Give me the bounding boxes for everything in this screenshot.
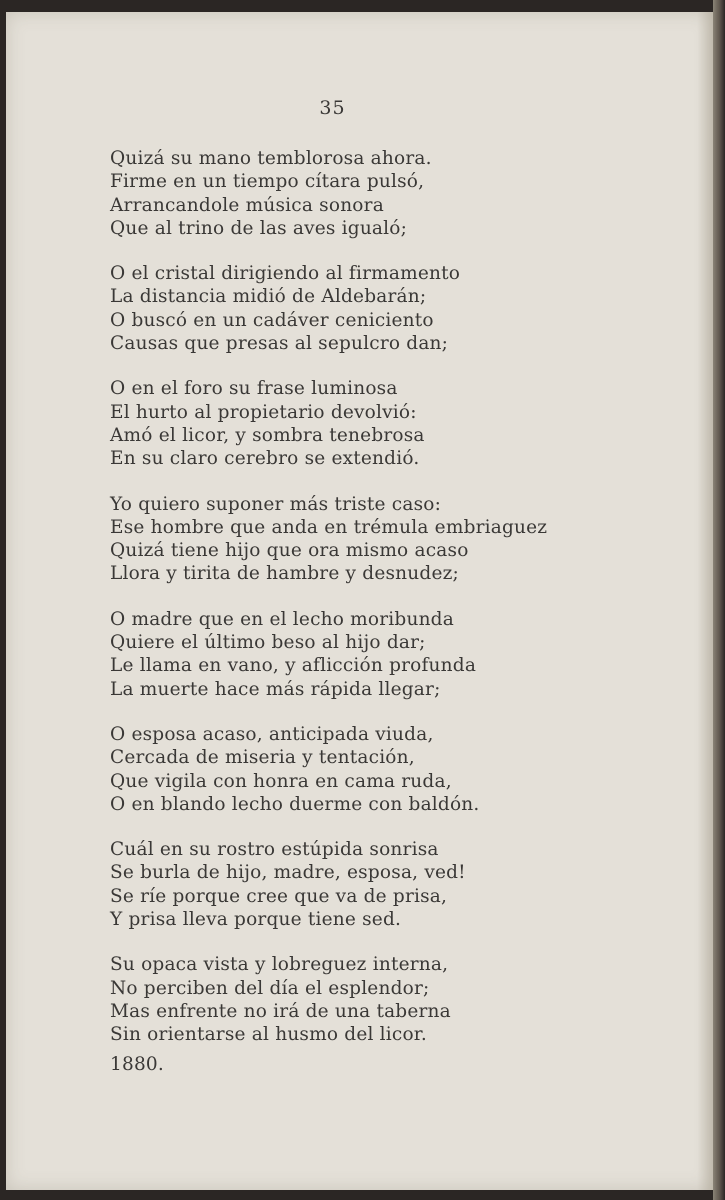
stanza: [110, 147, 547, 240]
poem-line: Amó el licor, y sombra tenebrosa: [110, 424, 425, 446]
book-binding-edge: [713, 0, 725, 1200]
poem-date: 1880.: [110, 1053, 164, 1075]
poem-line: Sin orientarse al husmo del licor.: [110, 1024, 427, 1046]
poem-line: O el cristal dirigiendo al firmamento: [110, 263, 461, 285]
poem-line: O buscó en un cadáver ceniciento: [110, 309, 434, 331]
poem-line: O en el foro su frase luminosa: [110, 378, 398, 400]
poem-line: La muerte hace más rápida llegar;: [110, 678, 441, 700]
page-number: 35: [319, 97, 346, 119]
stanza: [110, 262, 547, 355]
poem-line: El hurto al propietario devolvió:: [110, 401, 417, 423]
poem-line: Quiere el último beso al hijo dar;: [110, 632, 426, 654]
stanza: [110, 953, 547, 1046]
stanza: [110, 838, 547, 931]
poem-line: Llora y tirita de hambre y desnudez;: [110, 563, 459, 585]
poem-line: Cercada de miseria y tentación,: [110, 747, 415, 769]
poem-line: Ese hombre que anda en trémula embriaguez: [110, 516, 548, 538]
poem-line: Le llama en vano, y aflicción profunda: [110, 655, 477, 677]
poem-line: No perciben del día el esplendor;: [110, 977, 430, 999]
poem-line: Mas enfrente no irá de una taberna: [110, 1000, 451, 1022]
poem-line: Que vigila con honra en cama ruda,: [110, 770, 452, 792]
poem-line: Quizá tiene hijo que ora mismo acaso: [110, 540, 469, 562]
stanza: [110, 723, 547, 816]
poem-line: Causas que presas al sepulcro dan;: [110, 333, 449, 355]
poem-line: Yo quiero suponer más triste caso:: [110, 493, 442, 515]
poem-line: Firme en un tiempo cítara pulsó,: [110, 171, 425, 193]
poem-line: O en blando lecho duerme con baldón.: [110, 793, 480, 815]
poem-line: Su opaca vista y lobreguez interna,: [110, 954, 449, 976]
poem-line: Quizá su mano temblorosa ahora.: [110, 148, 432, 169]
page-edge-shadow: [697, 12, 713, 1190]
stanza: [110, 608, 547, 701]
poem-line: O esposa acaso, anticipada viuda,: [110, 723, 434, 745]
poem-line: Arrancandole música sonora: [110, 194, 384, 216]
poem-line: Que al trino de las aves igualó;: [110, 217, 408, 239]
poem-body: [110, 147, 547, 1076]
poem-line: Y prisa lleva porque tiene sed.: [110, 909, 402, 931]
poem-line: La distancia midió de Aldebarán;: [110, 286, 427, 308]
poem-line: Se ríe porque cree que va de prisa,: [110, 885, 448, 907]
poem-line: Cuál en su rostro estúpida sonrisa: [110, 839, 439, 861]
poem-line: En su claro cerebro se extendió.: [110, 448, 420, 470]
poem-line: Se burla de hijo, madre, esposa, ved!: [110, 862, 466, 884]
stanza: [110, 377, 547, 470]
poem-line: O madre que en el lecho moribunda: [110, 608, 454, 630]
stanza: [110, 493, 547, 586]
